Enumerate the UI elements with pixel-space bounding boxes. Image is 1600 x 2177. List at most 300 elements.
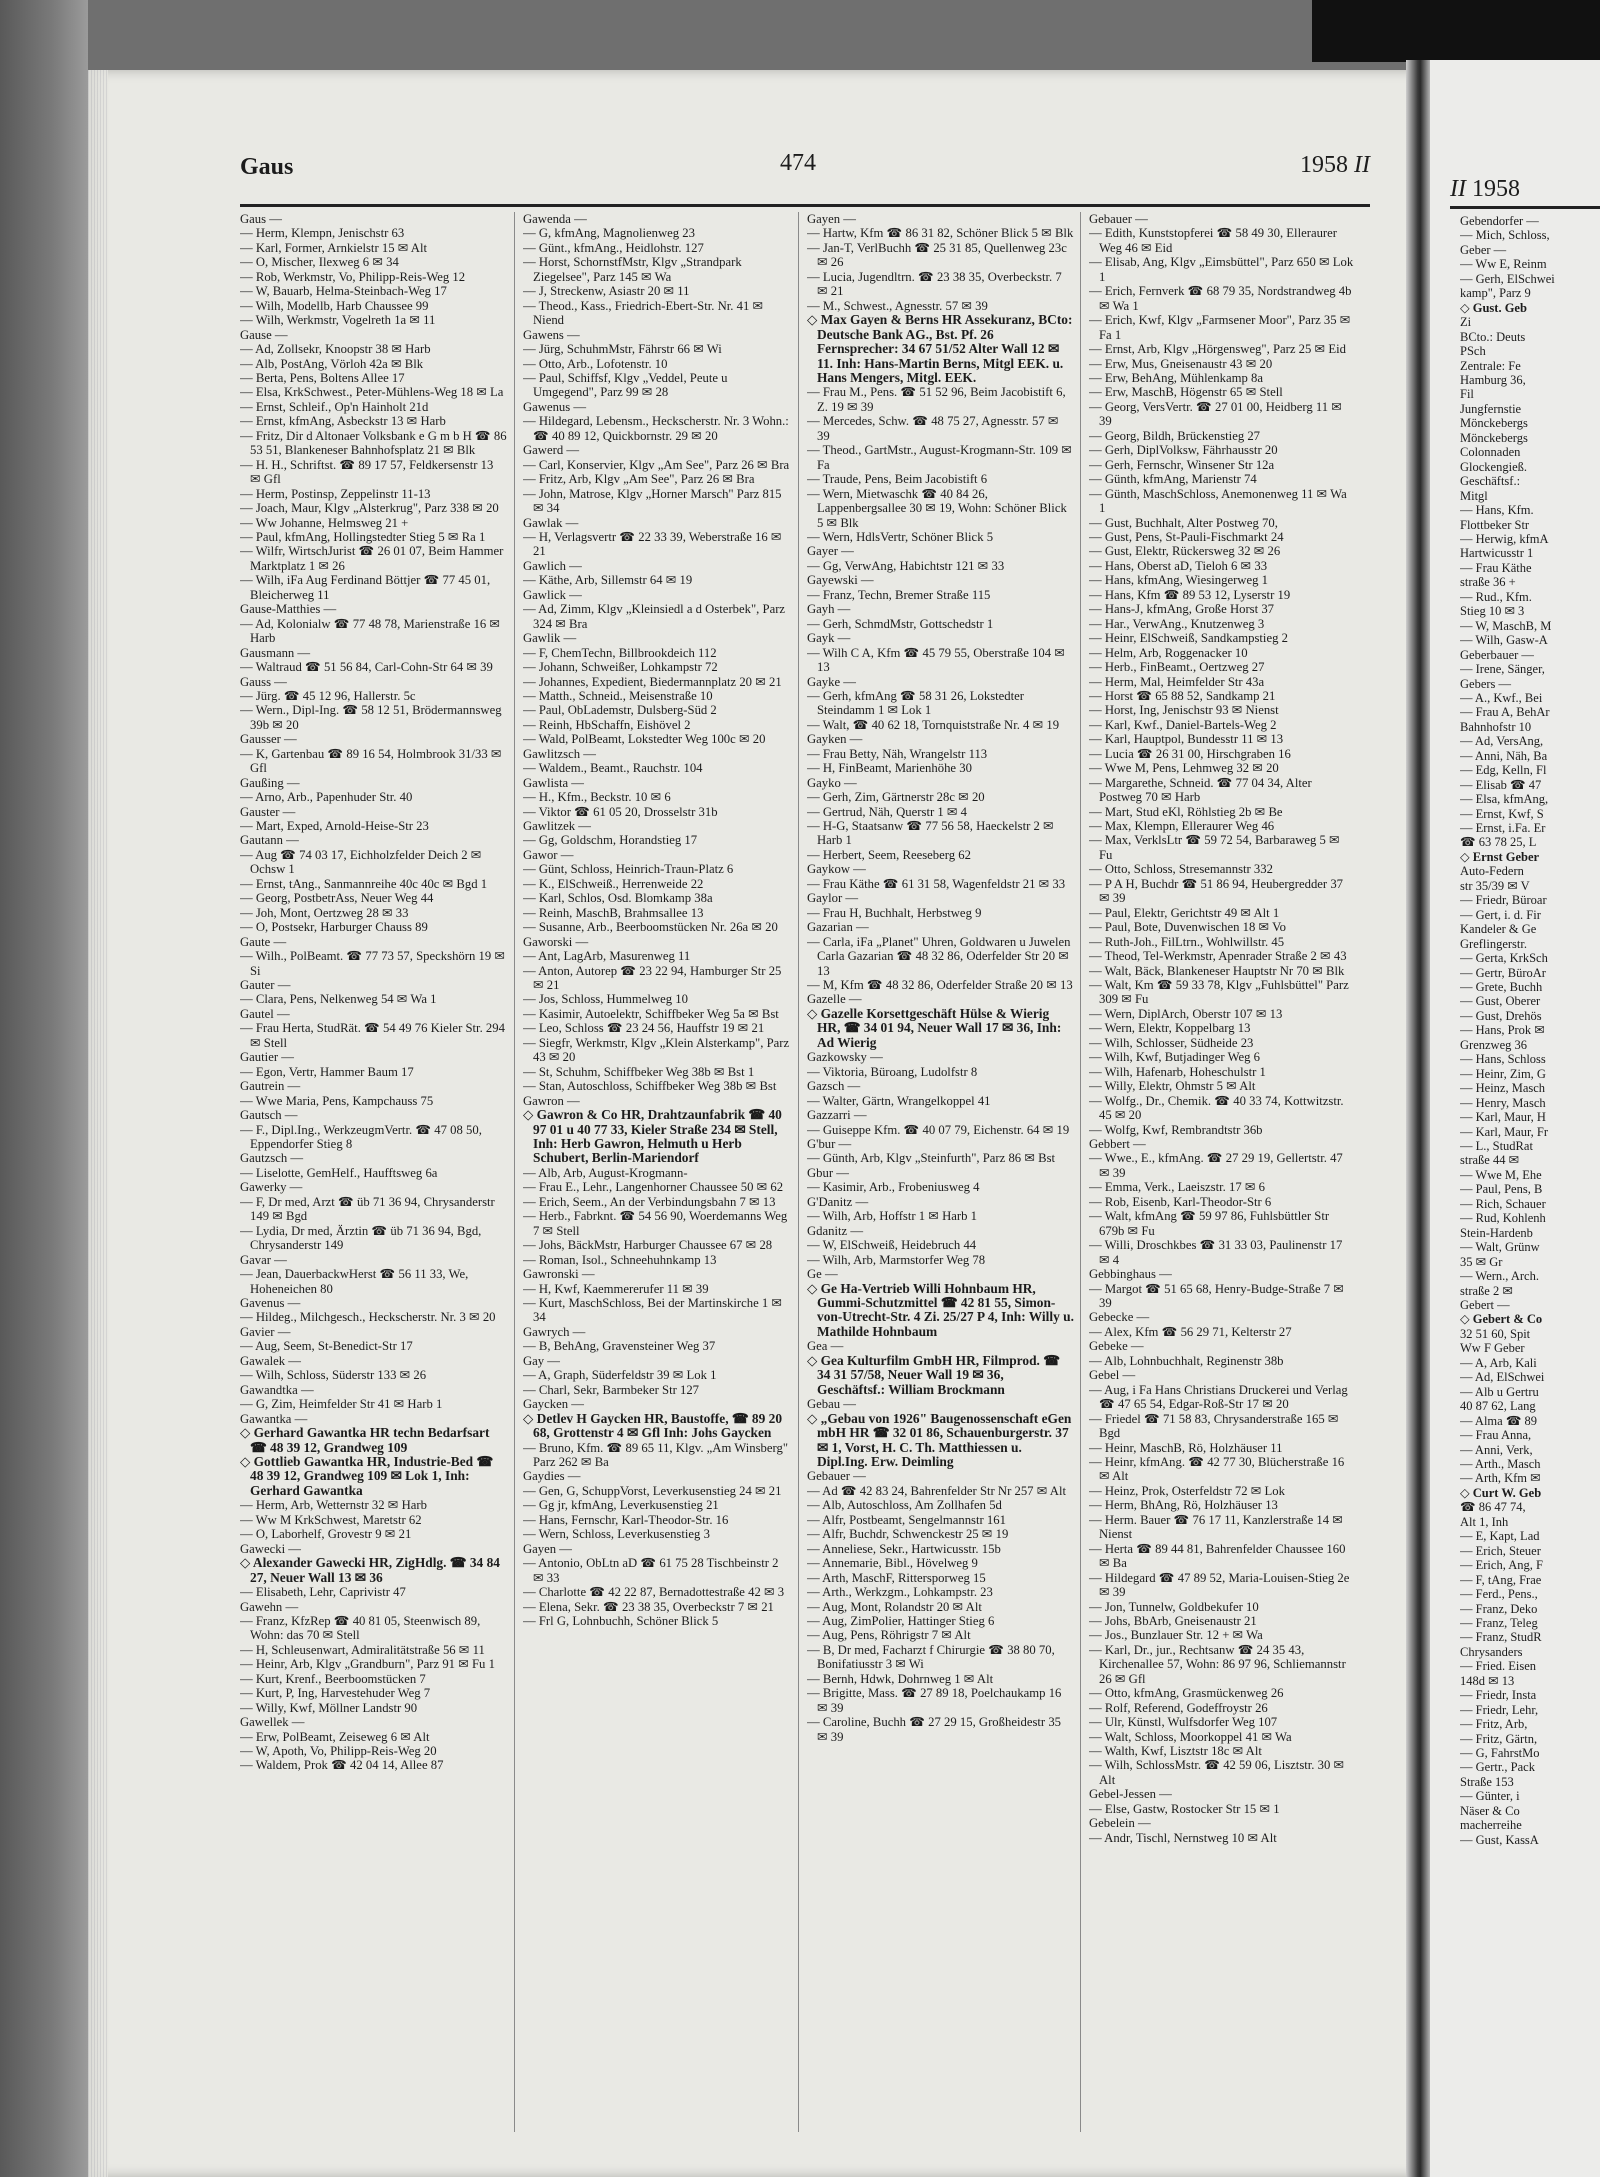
directory-entry: — J, Streckenw, Asiastr 20 ✉ 11 (523, 284, 690, 299)
directory-entry: Gauter — (240, 978, 291, 993)
directory-entry: — F, ChemTechn, Billbrookdeich 112 (523, 645, 717, 660)
directory-entry: — Ad ☎ 42 83 24, Bahrenfelder Str Nr 257 ✉ Alt (807, 1483, 1067, 1498)
facing-entry: ◇ Ernst Geber (1460, 849, 1540, 864)
facing-entry: — Rud., Kfm. (1460, 589, 1532, 604)
directory-entry: Gebecke — (1089, 1310, 1150, 1325)
directory-entry: Gayken — (807, 732, 863, 747)
facing-entry: — Gert, i. d. Fir (1460, 907, 1541, 922)
directory-entry: — Wilh C A, Kfm ☎ 45 79 55, Oberstraße 104 ✉ 13 (807, 645, 1065, 675)
directory-entry: — Günth, Arb, Klgv „Steinfurth", Parz 86 ✉ Bst (807, 1151, 1056, 1166)
directory-entry: — Karl, Hauptpol, Bundesstr 11 ✉ 13 (1089, 732, 1284, 747)
directory-entry: — K, Gartenbau ☎ 89 16 54, Holmbrook 31/33 ✉ Gfl (240, 746, 502, 776)
facing-entry: Straße 153 (1460, 1774, 1514, 1789)
directory-entry: — Ww Johanne, Helmsweg 21 + (240, 515, 409, 530)
facing-entry: — Anni, Näh, Ba (1460, 748, 1548, 763)
directory-entry: — G, kfmAng, Magnolienweg 23 (523, 226, 695, 241)
directory-entry: Gebauer — (807, 1469, 866, 1484)
facing-entry: — Karl, Maur, Fr (1460, 1124, 1549, 1139)
directory-entry: — Aug, ZimPolier, Hattinger Stieg 6 (807, 1613, 995, 1628)
directory-entry: — Walt, Bäck, Blankeneser Hauptstr Nr 70 ✉ Blk (1089, 963, 1345, 978)
column-divider (514, 212, 515, 2132)
facing-entry: — G, FahrstMo (1460, 1746, 1540, 1761)
facing-entry: Fil (1460, 387, 1474, 402)
directory-entry: — Johs, BäckMstr, Harburger Chaussee 67 ✉ 28 (523, 1238, 773, 1253)
directory-entry: — Margot ☎ 51 65 68, Henry-Budge-Straße 7 ✉ 39 (1089, 1281, 1344, 1310)
directory-entry: — Hans, Oberst aD, Tieloh 6 ✉ 33 (1089, 558, 1268, 573)
directory-entry: — O, Mischer, Ilexweg 6 ✉ 34 (240, 255, 399, 270)
directory-entry: — Paul, kfmAng, Hollingstedter Stieg 5 ✉ Ra 1 (240, 529, 486, 544)
directory-entry: — O, Postsekr, Harburger Chauss 89 (240, 920, 428, 935)
facing-entry: Hartwicusstr 1 (1460, 546, 1534, 561)
directory-entry: — Kurt, Krenf., Beerboomstücken 7 (240, 1671, 426, 1686)
directory-entry: — Anton, Autorep ☎ 23 22 94, Hamburger Str 25 ✉ 21 (523, 963, 782, 993)
directory-entry: — Walt, Schloss, Moorkoppel 41 ✉ Wa (1089, 1729, 1292, 1744)
directory-entry: ◇ Gawron & Co HR, Drahtzaunfabrik ☎ 40 97 01 u 40 77 33, Kieler Straße 234 ✉ Stell, Inh: Herb Gawron, Helmuth u Herb Schubert, Berlin-Mariendorf (523, 1107, 782, 1166)
directory-entry: — Frl G, Lohnbuchh, Schöner Blick 5 (523, 1613, 719, 1628)
directory-entry: — Jean, DauerbackwHerst ☎ 56 11 33, We, Hoheneichen 80 (240, 1267, 469, 1296)
directory-entry: ◇ Gazelle Korsettgeschäft Hülse & Wierig HR, ☎ 34 01 94, Neuer Wall 17 ✉ 36, Inh: Ad Wierig (807, 1005, 1062, 1050)
directory-entry: — Rob, Eisenb, Karl-Theodor-Str 6 (1089, 1194, 1272, 1209)
directory-entry: — Ad, Zimm, Klgv „Kleinsiedl a d Osterbek", Parz 324 ✉ Bra (523, 602, 786, 631)
facing-entry: — Wwe M, Ehe (1460, 1167, 1542, 1182)
directory-entry: — Lydia, Dr med, Ärztin ☎ üb 71 36 94, Bgd, Chrysanderstr 149 (240, 1223, 482, 1253)
directory-entry: Gazkowsky — (807, 1050, 883, 1065)
directory-entry: Gawens — (523, 327, 580, 342)
directory-entry: Gautann — (240, 833, 299, 848)
facing-entry: BCto.: Deuts (1460, 329, 1526, 344)
directory-entry: — Antonio, ObLtn aD ☎ 61 75 28 Tischbeinstr 2 ✉ 33 (523, 1556, 779, 1585)
directory-entry: Gayen — (807, 212, 856, 226)
directory-entry: — Jon, Tunnelw, Goldbekufer 10 (1089, 1599, 1259, 1614)
directory-entry: — Max, Klempn, Elleraurer Weg 46 (1089, 819, 1275, 834)
directory-entry: — Alb, Lohnbuchhalt, Reginenstr 38b (1089, 1353, 1284, 1368)
directory-entry: Gazzarri — (807, 1108, 867, 1123)
directory-entry: — M., Schwest., Agnesstr. 57 ✉ 39 (807, 298, 988, 313)
facing-entry: Stein-Hardenb (1460, 1225, 1533, 1240)
facing-entry: — A, Arb, Kali (1460, 1355, 1537, 1370)
facing-entry: — Hans, Schloss (1460, 1052, 1546, 1067)
directory-entry: — Wilh, Werkmstr, Vogelreth 1a ✉ 11 (240, 313, 436, 328)
directory-entry: — Charl, Sekr, Barmbeker Str 127 (523, 1382, 700, 1397)
facing-page-header: II 1958 (1450, 176, 1520, 202)
directory-entry: — Paul, Bote, Duvenwischen 18 ✉ Vo (1089, 920, 1286, 935)
directory-entry: — Guiseppe Kfm. ☎ 40 07 79, Eichenstr. 64 ✉ 19 (807, 1122, 1070, 1137)
directory-entry: — Wwe M, Pens, Lehmweg 32 ✉ 20 (1089, 761, 1279, 776)
facing-entry: Greflingerstr. (1460, 936, 1527, 951)
directory-entry: — Ernst, tAng., Sanmannreihe 40c 40c ✉ Bgd 1 (240, 876, 488, 891)
directory-entry: Gawlitzsch — (523, 746, 596, 761)
directory-entry: — H. H., Schriftst. ☎ 89 17 57, Feldkersenstr 13 ✉ Gfl (240, 457, 494, 487)
directory-entry: — Rolf, Referend, Godeffroystr 26 (1089, 1700, 1268, 1715)
directory-entry: — Ernst, Schleif., Op'n Hainholt 21d (240, 399, 429, 414)
directory-entry: — Fritz, Dir d Altonaer Volksbank e G m b H ☎ 86 53 51, Blankeneser Bahnhofsplatz 21 ✉ Blk (240, 428, 507, 458)
directory-entry: Ge — (807, 1267, 838, 1282)
directory-entry: — Aug, Mont, Rolandstr 20 ✉ Alt (807, 1599, 982, 1614)
directory-entry: — Aug, i Fa Hans Christians Druckerei und Verlag ☎ 47 65 54, Edgar-Roß-Str 17 ✉ 20 (1089, 1382, 1348, 1412)
directory-entry: — Waldem., Beamt., Rauchstr. 104 (523, 761, 703, 776)
directory-entry: Gazarian — (807, 920, 869, 935)
directory-entry: — Bruno, Kfm. ☎ 89 65 11, Klgv. „Am Winsberg" Parz 262 ✉ Ba (523, 1440, 789, 1469)
directory-entry: Gebau — (807, 1397, 856, 1412)
directory-entry: — H, Schleusenwart, Admiralitätstraße 56 ✉ 11 (240, 1642, 485, 1657)
facing-entry: — Ferd., Pens., (1460, 1587, 1538, 1602)
facing-entry: 40 87 62, Lang (1460, 1399, 1536, 1414)
directory-entry: — Aug ☎ 74 03 17, Eichholzfelder Deich 2 ✉ Ochsw 1 (240, 847, 482, 877)
directory-entry: Gausser — (240, 732, 297, 747)
directory-entry: — Waldem, Prok ☎ 42 04 14, Allee 87 (240, 1758, 444, 1773)
directory-entry: — Willy, Elektr, Ohmstr 5 ✉ Alt (1089, 1079, 1256, 1094)
directory-entry: Gebelein — (1089, 1816, 1151, 1831)
directory-entry: — Arno, Arb., Papenhuder Str. 40 (240, 790, 413, 805)
directory-entry: — Siegfr, Werkmstr, Klgv „Klein Alsterkamp", Parz 43 ✉ 20 (523, 1035, 790, 1065)
directory-entry: — W, Bauarb, Helma-Steinbach-Weg 17 (240, 284, 447, 299)
facing-entry: Kandeler & Ge (1460, 922, 1537, 937)
directory-entry: — Alb, Autoschloss, Am Zollhafen 5d (807, 1498, 1002, 1513)
directory-column-1 (240, 212, 507, 2132)
directory-entry: — Erw, Mus, Gneisenaustr 43 ✉ 20 (1089, 356, 1273, 371)
directory-entry: — Liselotte, GemHelf., Haufftsweg 6a (240, 1165, 438, 1180)
facing-entry: — Heinr, Zim, G (1460, 1066, 1546, 1081)
directory-entry: — Wald, PolBeamt, Lokstedter Weg 100c ✉ 20 (523, 732, 766, 747)
directory-entry: Gawlitzek — (523, 819, 591, 834)
directory-entry: Gaußing — (240, 775, 300, 790)
directory-entry: — Mart, Stud eKl, Röhlstieg 2b ✉ Be (1089, 804, 1283, 819)
directory-entry: — Franz, Techn, Bremer Straße 115 (807, 587, 991, 602)
directory-entry: — Herm, BhAng, Rö, Holzhäuser 13 (1089, 1498, 1278, 1513)
directory-entry: — Wolfg., Dr., Chemik. ☎ 40 33 74, Kottwitzstr. 45 ✉ 20 (1089, 1093, 1344, 1123)
directory-entry: Gauss — (240, 674, 287, 689)
facing-entry: — Irene, Sänger, (1460, 662, 1545, 677)
directory-entry: — Wilh, Modellb, Harb Chaussee 99 (240, 298, 429, 313)
directory-entry: ◇ Gea Kulturfilm GmbH HR, Filmprod. ☎ 34 31 57/58, Neuer Wall 19 ✉ 36, Geschäftsf.: William Brockmann (807, 1352, 1060, 1397)
directory-entry: — Lucia ☎ 26 31 00, Hirschgraben 16 (1089, 746, 1291, 761)
directory-entry: — Ruth-Joh., FilLtrn., Wohlwillstr. 45 (1089, 934, 1285, 949)
directory-entry: — Horst, Ing, Jenischstr 93 ✉ Nienst (1089, 703, 1279, 718)
directory-entry: — Arth, MaschF, Rittersporweg 15 (807, 1570, 986, 1585)
directory-entry: Gebbinghaus — (1089, 1267, 1172, 1282)
directory-entry: — Lucia, Jugendltrn. ☎ 23 38 35, Overbeckstr. 7 ✉ 21 (807, 269, 1062, 299)
directory-entry: — Fritz, Arb, Klgv „Am See", Parz 26 ✉ Bra (523, 472, 755, 487)
directory-entry: — Jürg. ☎ 45 12 96, Hallerstr. 5c (240, 688, 416, 703)
directory-entry: Gawellek — (240, 1715, 305, 1730)
facing-entry: Mönckebergs (1460, 430, 1528, 445)
directory-entry: — Reinh, HbSchaffn, Eishövel 2 (523, 717, 691, 732)
directory-entry: — Karl, Kwf., Daniel-Bartels-Weg 2 (1089, 717, 1277, 732)
directory-entry: Gawantka — (240, 1411, 308, 1426)
directory-entry: — Heinr, Arb, Klgv „Grandburn", Parz 91 ✉ Fu 1 (240, 1657, 495, 1672)
directory-entry: ◇ Gerhard Gawantka HR techn Bedarfsart ☎ 48 39 12, Grandweg 109 (240, 1425, 490, 1455)
directory-entry: — Roman, Isol., Schneehuhnkamp 13 (523, 1252, 717, 1267)
directory-entry: — Waltraud ☎ 51 56 84, Carl-Cohn-Str 64 ✉ 39 (240, 660, 493, 675)
directory-entry: — Clara, Pens, Nelkenweg 54 ✉ Wa 1 (240, 992, 437, 1007)
directory-entry: Gayko — (807, 775, 857, 790)
directory-entry: ◇ „Gebau von 1926" Baugenossenschaft eGen mbH HR ☎ 32 01 86, Schauenburgerstr. 37 ✉ 1, Vorst, H. C. Th. Matthiessen u. Dipl.Ing. Erw. Deimling (807, 1410, 1072, 1469)
directory-entry: — Walt, ☎ 40 62 18, Tornquiststraße Nr. 4 ✉ 19 (807, 717, 1060, 732)
directory-entry: — Caroline, Buchh ☎ 27 29 15, Großheidestr 35 ✉ 39 (807, 1715, 1062, 1744)
directory-entry: — Wolfg, Kwf, Rembrandtstr 36b (1089, 1122, 1263, 1137)
directory-entry: — Karl, Dr., jur., Rechtsanw ☎ 24 35 43, Kirchenallee 57, Wohn: 86 97 96, Schliemannstr 26 ✉ Gfl (1089, 1642, 1346, 1686)
directory-entry: — Hildegard, Lebensm., Heckscherstr. Nr. 3 Wohn.: ☎ 40 89 12, Quickbornstr. 29 ✉ 20 (523, 414, 789, 443)
directory-entry: — Wilh., PolBeamt. ☎ 77 73 57, Speckshörn 19 ✉ Si (240, 949, 505, 978)
book-gutter (1406, 60, 1432, 2177)
directory-entry: — Paul, Elektr, Gerichtstr 49 ✉ Alt 1 (1089, 905, 1280, 920)
directory-entry: — H-G, Staatsanw ☎ 77 56 58, Haeckelstr 2 ✉ Harb 1 (807, 819, 1054, 848)
running-head: Gaus (240, 154, 294, 180)
directory-entry: Gause — (240, 327, 288, 342)
directory-entry: — Margarethe, Schneid. ☎ 77 04 34, Alter Postweg 70 ✉ Harb (1089, 775, 1312, 805)
directory-entry: — Käthe, Arb, Sillemstr 64 ✉ 19 (523, 573, 693, 588)
directory-entry: — Max, VerklsLtr ☎ 59 72 54, Barbaraweg 5 ✉ Fu (1089, 833, 1340, 862)
directory-entry: — Gerh, SchmdMstr, Gottschedstr 1 (807, 616, 994, 631)
directory-entry: — Horst, SchornstfMstr, Klgv „Strandpark Ziegelsee", Parz 145 ✉ Wa (523, 255, 742, 284)
directory-entry: — Gerh, Zim, Gärtnerstr 28c ✉ 20 (807, 790, 985, 805)
directory-entry: Gautel — (240, 1006, 290, 1021)
facing-entry: — Herwig, kfmA (1460, 531, 1549, 546)
directory-entry: — Carl, Konservier, Klgv „Am See", Parz 26 ✉ Bra (523, 457, 790, 472)
directory-entry: Gawrych — (523, 1324, 586, 1339)
directory-entry: Gawerky — (240, 1180, 303, 1195)
directory-entry: Gayer — (807, 544, 854, 559)
directory-entry: — Ad, Kolonialw ☎ 77 48 78, Marienstraße 16 ✉ Harb (240, 616, 501, 646)
facing-entry: straße 2 ✉ (1460, 1283, 1513, 1298)
facing-entry: — Ww E, Reinm (1460, 257, 1547, 272)
directory-entry: Gdanitz — (807, 1223, 864, 1238)
directory-entry: Gawecki — (240, 1541, 301, 1556)
directory-entry: — Georg, PostbetrAss, Neuer Weg 44 (240, 891, 434, 906)
directory-entry: Gayh — (807, 602, 851, 617)
facing-entry: Zentrale: Fe (1460, 358, 1521, 373)
facing-entry: — Frau A, BehAr (1460, 705, 1550, 720)
directory-entry: Gausmann — (240, 645, 311, 660)
facing-entry: 32 51 60, Spit (1460, 1326, 1531, 1341)
directory-entry: — Wern, DiplArch, Oberstr 107 ✉ 13 (1089, 1006, 1283, 1021)
directory-entry: Gebeke — (1089, 1339, 1144, 1354)
directory-entry: — Herta ☎ 89 44 81, Bahrenfelder Chaussee 160 ✉ Ba (1089, 1541, 1346, 1571)
directory-entry: — O, Laborhelf, Grovestr 9 ✉ 21 (240, 1527, 412, 1542)
directory-entry: Gazelle — (807, 992, 862, 1007)
directory-entry: Gayewski — (807, 573, 874, 588)
directory-entry: — W, ElSchweiß, Heidebruch 44 (807, 1238, 977, 1253)
directory-entry: — John, Matrose, Klgv „Horner Marsch" Parz 815 ✉ 34 (523, 486, 782, 516)
directory-entry: ◇ Gottlieb Gawantka HR, Industrie-Bed ☎ 48 39 12, Grandweg 109 ✉ Lok 1, Inh: Gerhard Gawantka (240, 1453, 494, 1498)
directory-entry: Gawlak — (523, 515, 579, 530)
directory-entry: — Viktoria, Büroang, Ludolfstr 8 (807, 1064, 978, 1079)
facing-entry: — Walt, Grünw (1460, 1240, 1540, 1255)
directory-column-3 (807, 212, 1074, 2132)
directory-entry: — Herm, Postinsp, Zeppelinstr 11-13 (240, 486, 431, 501)
directory-entry: Gavar — (240, 1252, 287, 1267)
directory-entry: — A, Graph, Süderfeldstr 39 ✉ Lok 1 (523, 1368, 717, 1383)
facing-entry: — Heinz, Masch (1460, 1081, 1546, 1096)
directory-column-2 (523, 212, 790, 2132)
facing-entry: — Grete, Buchh (1460, 980, 1543, 995)
facing-entry: — Ad, VersAng, (1460, 734, 1544, 749)
facing-entry: — Alma ☎ 89 (1460, 1413, 1538, 1428)
directory-entry: Gawron — (523, 1093, 580, 1108)
directory-entry: — Jan-T, VerlBuchh ☎ 25 31 85, Quellenweg 23c ✉ 26 (807, 240, 1067, 270)
directory-entry: — Gg, VerwAng, Habichtstr 121 ✉ 33 (807, 558, 1005, 573)
directory-entry: — Willy, Kwf, Möllner Landstr 90 (240, 1700, 418, 1715)
directory-entry: — Edith, Kunststopferei ☎ 58 49 30, Elleraurer Weg 46 ✉ Eid (1089, 226, 1338, 255)
directory-entry: Gea — (807, 1339, 844, 1354)
book-edge-left (0, 0, 88, 2177)
directory-entry: — Alex, Kfm ☎ 56 29 71, Kelterstr 27 (1089, 1324, 1292, 1339)
directory-entry: Gayk — (807, 631, 851, 646)
directory-entry: Gebauer — (1089, 212, 1148, 226)
directory-entry: — K., ElSchweiß., Herrenweide 22 (523, 876, 704, 891)
facing-entry: — Erich, Steuer (1460, 1543, 1541, 1558)
facing-entry: straße 36 + (1460, 575, 1516, 590)
facing-entry: Glockengieß. (1460, 459, 1527, 474)
directory-entry: — Günth, kfmAng, Marienstr 74 (1089, 472, 1257, 487)
directory-entry: — Wilfr, WirtschJurist ☎ 26 01 07, Beim Hammer Marktplatz 1 ✉ 26 (240, 544, 504, 573)
facing-entry: Zi (1460, 315, 1472, 330)
page-stack-edge (88, 70, 108, 2177)
directory-entry: — B, Dr med, Facharzt f Chirurgie ☎ 38 80 70, Bonifatiusstr 3 ✉ Wi (807, 1642, 1055, 1672)
facing-entry: ◇ Gebert & Co (1460, 1312, 1543, 1327)
directory-entry: — Herm, Mal, Heimfelder Str 43a (1089, 674, 1265, 689)
directory-entry: — Ulr, Künstl, Wulfsdorfer Weg 107 (1089, 1715, 1278, 1730)
directory-entry: — H, Kwf, Kaemmererufer 11 ✉ 39 (523, 1281, 709, 1296)
facing-entry: ☎ 86 47 74, (1460, 1500, 1526, 1515)
directory-entry: — Herb., Fabrknt. ☎ 54 56 90, Woerdemanns Weg 7 ✉ Stell (523, 1209, 788, 1238)
directory-entry: — Hans-J, kfmAng, Große Horst 37 (1089, 602, 1275, 617)
column-divider (1080, 212, 1081, 2132)
facing-entry: Geberbauer — (1460, 647, 1534, 662)
facing-entry: — Hans, Kfm. (1460, 503, 1534, 518)
directory-entry: — Wilh, Schlosser, Südheide 23 (1089, 1035, 1254, 1050)
facing-entry: — Elsa, kfmAng, (1460, 792, 1549, 807)
directory-entry: — Alb, Arb, August-Krogmann- (523, 1165, 688, 1180)
facing-entry: — Friedr, Lehr, (1460, 1702, 1539, 1717)
directory-entry: — Wilh, Arb, Marmstorfer Weg 78 (807, 1252, 986, 1267)
directory-entry: Gaute — (240, 934, 287, 949)
facing-entry: Jungfernstie (1460, 401, 1522, 416)
directory-entry: — Jos, Schloss, Hummelweg 10 (523, 992, 688, 1007)
directory-entry: — Friedel ☎ 71 58 83, Chrysanderstraße 165 ✉ Bgd (1089, 1411, 1339, 1441)
directory-entry: — Ant, LagArb, Masurenweg 11 (523, 949, 691, 964)
directory-entry: — Traude, Pens, Beim Jacobistift 6 (807, 472, 988, 487)
directory-entry: Gawronski — (523, 1267, 595, 1282)
facing-entry: — Gust, Oberer (1460, 994, 1541, 1009)
facing-entry: — Friedr, Insta (1460, 1688, 1537, 1703)
directory-entry: — Mercedes, Schw. ☎ 48 75 27, Agnesstr. 57 ✉ 39 (807, 414, 1059, 443)
facing-entry: — Rud, Kohlenh (1460, 1211, 1546, 1226)
directory-entry: — Egon, Vertr, Hammer Baum 17 (240, 1064, 414, 1079)
facing-entry: — Wilh, Gasw-A (1460, 633, 1548, 648)
facing-entry: — Ad, ElSchwei (1460, 1370, 1545, 1385)
directory-column-4 (1089, 212, 1356, 2132)
directory-entry: — Otto, Schloss, Stresemannstr 332 (1089, 862, 1273, 877)
directory-entry: G'Danitz — (807, 1194, 869, 1209)
directory-entry: — Ernst, kfmAng, Asbeckstr 13 ✉ Harb (240, 414, 446, 429)
directory-entry: Gebel-Jessen — (1089, 1787, 1172, 1802)
directory-entry: — P A H, Buchdr ☎ 51 86 94, Heubergredder 37 ✉ 39 (1089, 876, 1344, 906)
directory-entry: ◇ Detlev H Gaycken HR, Baustoffe, ☎ 89 20 68, Grottenstr 4 ✉ Gfl Inh: Johs Gaycken (523, 1410, 783, 1441)
directory-entry: — Ad, Zollsekr, Knoopstr 38 ✉ Harb (240, 342, 431, 357)
facing-entry: — L., StudRat (1460, 1139, 1533, 1153)
directory-entry: — Helm, Arb, Roggenacker 10 (1089, 645, 1248, 660)
facing-entry: Geschäftsf.: (1460, 474, 1521, 489)
directory-entry: — Georg, VersVertr. ☎ 27 01 00, Heidberg 11 ✉ 39 (1089, 399, 1342, 429)
facing-entry: — Anni, Verk, (1460, 1442, 1533, 1457)
directory-entry: Gebel — (1089, 1368, 1136, 1383)
directory-entry: — Frau Herta, StudRät. ☎ 54 49 76 Kieler Str. 294 ✉ Stell (240, 1021, 505, 1050)
facing-entry: — Fried. Eisen (1460, 1659, 1537, 1674)
directory-entry: — Erich, Fernverk ☎ 68 79 35, Nordstrandweg 4b ✉ Wa 1 (1089, 284, 1352, 313)
facing-entry: Gebendorfer — (1460, 214, 1539, 228)
directory-entry: Gawlista — (523, 775, 584, 790)
directory-entry: Gautzsch — (240, 1151, 304, 1166)
directory-entry: — Alfr, Buchdr, Schwenckestr 25 ✉ 19 (807, 1527, 1009, 1542)
facing-entry: — Fritz, Arb, (1460, 1717, 1528, 1732)
directory-entry: Gawlich — (523, 558, 582, 573)
facing-entry: Grenzweg 36 (1460, 1037, 1527, 1052)
facing-entry: — Henry, Masch (1460, 1095, 1546, 1110)
directory-entry: — Georg, Bildh, Brückenstieg 27 (1089, 428, 1261, 443)
directory-entry: — Karl, Former, Arnkielstr 15 ✉ Alt (240, 240, 428, 255)
directory-entry: — Rob, Werkmstr, Vo, Philipp-Reis-Weg 12 (240, 269, 466, 284)
page-number: 474 (780, 150, 816, 176)
directory-entry: — Gg, Goldschm, Horandstieg 17 (523, 833, 698, 848)
facing-entry: Gebert — (1460, 1297, 1510, 1312)
facing-entry: Flottbeker Str (1460, 517, 1530, 532)
directory-entry: ◇ Max Gayen & Berns HR Assekuranz, BCto: Deutsche Bank AG., Bst. Pf. 26 Fernsprecher: 34 67 51/52 Alter Wall 12 ✉ 11. Inh: Hans-Martin Berns, Mitgl EEK. u. Hans Mengers, Mitgl. EEK. (807, 312, 1073, 385)
page-year: 1958 II (1300, 152, 1370, 178)
facing-entry: — Gertr., Pack (1460, 1760, 1535, 1775)
facing-entry: — Arth, Kfm ✉ (1460, 1471, 1541, 1486)
directory-entry: — Arth., Werkzgm., Lohkampstr. 23 (807, 1585, 993, 1600)
facing-entry: — Gust, Drehös (1460, 1008, 1542, 1023)
directory-entry: — Wwe Maria, Pens, Kampchauss 75 (240, 1093, 434, 1108)
facing-entry: — Edg, Kelln, Fl (1460, 763, 1547, 778)
directory-entry: Gaycken — (523, 1397, 584, 1412)
facing-entry: Mitgl (1460, 488, 1488, 503)
facing-entry: — Franz, Teleg (1460, 1615, 1538, 1630)
directory-entry: — Theod., Kass., Friedrich-Ebert-Str. Nr. 41 ✉ Niend (523, 298, 764, 328)
directory-entry: — Hartw, Kfm ☎ 86 31 82, Schöner Blick 5 ✉ Blk (807, 226, 1074, 241)
directory-entry: — H., Kfm., Beckstr. 10 ✉ 6 (523, 790, 671, 805)
directory-entry: Gauster — (240, 804, 296, 819)
facing-entry: — Günter, i (1460, 1789, 1520, 1804)
directory-entry: — Walter, Gärtn, Wrangelkoppel 41 (807, 1093, 991, 1108)
directory-entry: — Elsa, KrkSchwest., Peter-Mühlens-Weg 18 ✉ La (240, 385, 504, 400)
directory-entry: — Alfr, Postbeamt, Sengelmannstr 161 (807, 1512, 1006, 1527)
directory-entry: — Anneliese, Sekr., Hartwicusstr. 15b (807, 1541, 1001, 1556)
directory-entry: — Viktor ☎ 61 05 20, Drosselstr 31b (523, 804, 718, 819)
directory-entry: — Heinr, ElSchweiß, Sandkampstieg 2 (1089, 631, 1288, 646)
directory-entry: Gbur — (807, 1165, 849, 1180)
directory-entry: — W, Apoth, Vo, Philipp-Reis-Weg 20 (240, 1744, 437, 1759)
directory-entry: — Wilh, Kwf, Butjadinger Weg 6 (1089, 1050, 1261, 1065)
directory-entry: — Kasimir, Autoelektr, Schiffbeker Weg 5a ✉ Bst (523, 1006, 779, 1021)
directory-entry: — Johannes, Expedient, Biedermannplatz 20 ✉ 21 (523, 674, 782, 689)
directory-entry: — Theod., GartMstr., August-Krogmann-Str. 109 ✉ Fa (807, 443, 1072, 472)
directory-entry: — Walth, Kwf, Lisztstr 18c ✉ Alt (1089, 1744, 1262, 1759)
facing-entry: — Arth., Masch (1460, 1456, 1541, 1471)
directory-entry: — Gust, Elektr, Rückersweg 32 ✉ 26 (1089, 544, 1281, 559)
directory-entry: — Gen, G, SchuppVorst, Leverkusenstieg 24 ✉ 21 (523, 1483, 782, 1498)
facing-entry: — Franz, StudR (1460, 1630, 1542, 1645)
directory-entry: — Wilh, Schloss, Süderstr 133 ✉ 26 (240, 1368, 427, 1383)
facing-entry: — W, MaschB, M (1460, 618, 1552, 633)
directory-entry: — Wern, Elektr, Koppelbarg 13 (1089, 1021, 1251, 1036)
directory-entry: — Wwe., E., kfmAng. ☎ 27 29 19, Gellertstr. 47 ✉ 39 (1089, 1151, 1343, 1180)
directory-entry: — Wern, HdlsVertr, Schöner Blick 5 (807, 529, 994, 544)
directory-entry: — Joach, Maur, Klgv „Alsterkrug", Parz 338 ✉ 20 (240, 501, 499, 516)
facing-entry: — E, Kapt, Lad (1460, 1529, 1540, 1544)
directory-entry: Gazsch — (807, 1079, 861, 1094)
